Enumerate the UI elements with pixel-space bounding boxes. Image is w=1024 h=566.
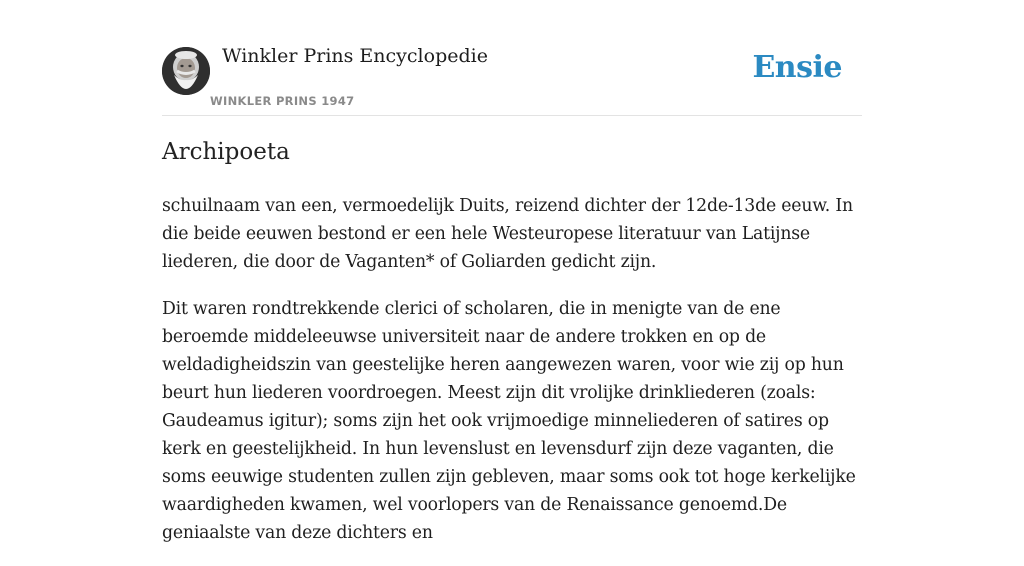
brand-logo[interactable]: Ensie	[752, 50, 842, 85]
article-paragraph: schuilnaam van een, vermoedelijk Duits, reizend dichter der 12de-13de eeuw. In die beide eeuwen bestond er een hele Westeuropese literatuur van Latijnse liederen, die door de Vaganten* of Goliarden gedicht zijn.	[162, 196, 853, 272]
source-edition: WINKLER PRINS 1947	[210, 94, 355, 108]
source-avatar[interactable]	[162, 47, 210, 95]
source-header	[162, 0, 862, 116]
article-paragraph: Dit waren rondtrekkende clerici of scholaren, die in menigte van de ene beroemde middeleeuwse universiteit naar de andere trokken en op de weldadigheidszin van geestelijke heren aangewezen waren, voor wie zij op hun beurt hun liederen voordroegen. Meest zijn dit vrolijke drinkliederen (zoals: Gaudeamus igitur); soms zijn het ook vrijmoedige minneliederen of satires op kerk en geestelijkheid. In hun levenslust en levensdurf zijn deze vaganten, die soms eeuwige studenten zullen zijn gebleven, maar soms ook tot hoge kerkelijke waardigheden kwamen, wel voorlopers van de Renaissance genoemd.De geniaalste van deze dichters en	[162, 299, 856, 543]
article-title: Archipoeta	[162, 139, 290, 165]
bearded-man-portrait-icon	[162, 47, 210, 95]
article-body	[162, 192, 862, 566]
page-container	[162, 0, 862, 543]
source-name-link[interactable]: Winkler Prins Encyclopedie	[222, 45, 488, 67]
